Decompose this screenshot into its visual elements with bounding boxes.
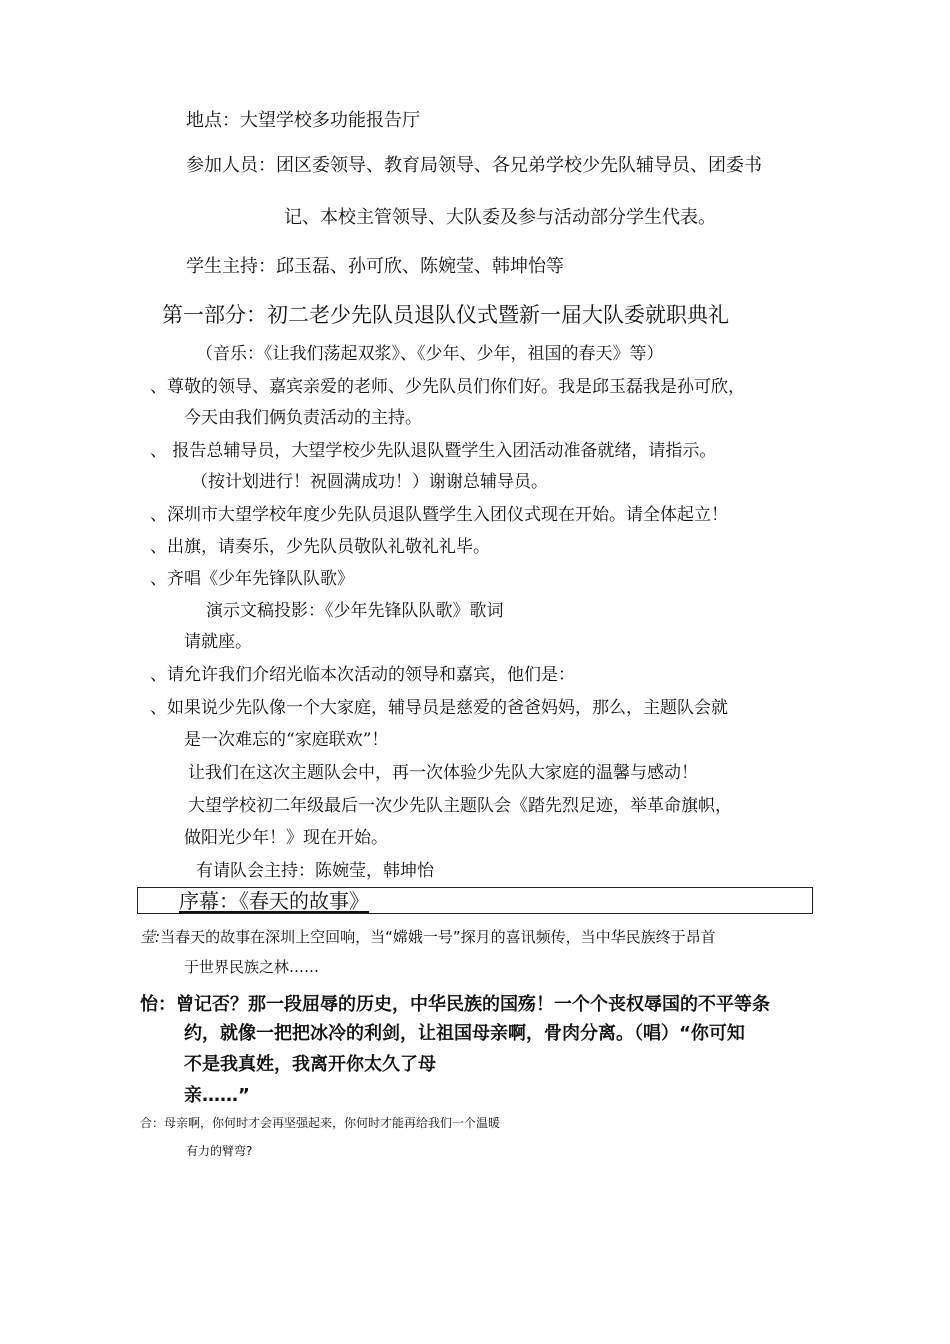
part1-title: 第一部分：初二老少先队员退队仪式暨新一届大队委就职典礼 [162, 303, 729, 327]
script-line: 、齐唱《少年先锋队队歌》 [150, 569, 354, 589]
participants-line-2: 记、本校主管领导、大队委及参与活动部分学生代表。 [284, 207, 716, 228]
script-line: （按计划进行！祝圆满成功！）谢谢总辅导员。 [191, 472, 548, 492]
script-line: 让我们在这次主题队会中，再一次体验少先队大家庭的温馨与感动！ [188, 763, 698, 783]
ying-text: 当春天的故事在深圳上空回响，当“嫦娥一号”探月的喜讯频传，当中华民族终于昂首 [160, 928, 716, 946]
script-line: 、深圳市大望学校年度少先队员退队暨学生入团仪式现在开始。请全体起立！ [150, 505, 728, 525]
script-line: 今天由我们俩负责活动的主持。 [184, 408, 422, 428]
prologue-box [137, 887, 813, 914]
hosts-line: 学生主持：邱玉磊、孙可欣、陈婉莹、韩坤怡等 [186, 256, 564, 277]
script-line: 演示文稿投影：《少年先锋队队歌》歌词 [206, 601, 504, 621]
ying-line-1 [140, 927, 716, 947]
script-line: 是一次难忘的“家庭联欢”！ [184, 730, 389, 750]
script-line: 、出旗，请奏乐，少先队员敬队礼敬礼礼毕。 [150, 537, 490, 557]
location-line: 地点：大望学校多功能报告厅 [186, 110, 420, 131]
music-note: （音乐：《让我们荡起双浆》、《少年、少年，祖国的春天》等） [196, 344, 664, 364]
yi-line-4: 亲……” [184, 1085, 250, 1106]
ying-line-2: 于世界民族之林…… [184, 958, 320, 976]
he-line-2: 有力的臂弯? [186, 1144, 253, 1158]
prologue-title: 序幕：《春天的故事》 [179, 889, 369, 913]
script-line: 请就座。 [184, 632, 252, 652]
yi-line-3: 不是我真姓，我离开你太久了母 [184, 1054, 436, 1075]
script-line: 、请允许我们介绍光临本次活动的领导和嘉宾，他们是： [150, 665, 575, 685]
script-line: 、 报告总辅导员，大望学校少先队退队暨学生入团活动准备就绪，请指示。 [150, 441, 717, 461]
script-line: 大望学校初二年级最后一次少先队主题队会《踏先烈足迹，举革命旗帜， [188, 796, 732, 816]
participants-line-1: 参加人员：团区委领导、教育局领导、各兄弟学校少先队辅导员、团委书 [186, 155, 762, 176]
script-line: 、尊敬的领导、嘉宾亲爱的老师、少先队员们你们好。我是邱玉磊我是孙可欣， [150, 377, 745, 397]
script-line: 、如果说少先队像一个大家庭，辅导员是慈爱的爸爸妈妈，那么，主题队会就 [150, 698, 728, 718]
yi-line-1: 怡：曾记否？那一段屈辱的历史，中华民族的国殇！一个个丧权辱国的不平等条 [140, 994, 770, 1015]
script-line: 有请队会主持：陈婉莹，韩坤怡 [196, 861, 434, 881]
he-line-1: 合：母亲啊，你何时才会再坚强起来，你何时才能再给我们一个温暖 [140, 1116, 501, 1130]
yi-line-2: 约，就像一把把冰冷的利剑，让祖国母亲啊，骨肉分离。（唱）“你可知 [184, 1023, 745, 1044]
ying-speaker: 莹: [140, 928, 161, 946]
script-line: 做阳光少年！》现在开始。 [184, 828, 388, 848]
